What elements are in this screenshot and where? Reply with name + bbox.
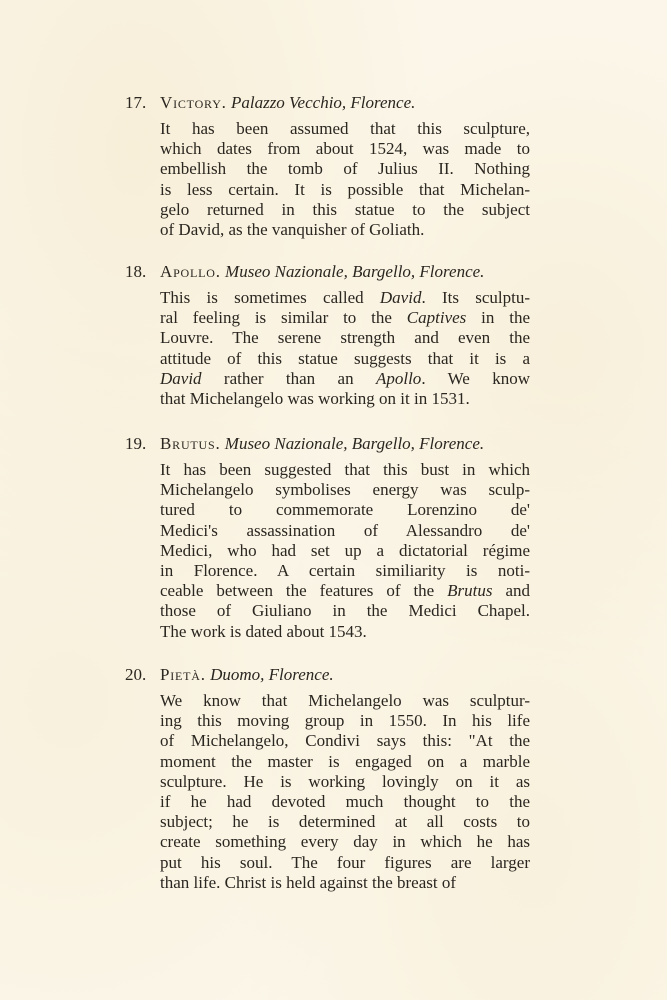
entry-title: Brutus. bbox=[160, 434, 221, 453]
text-line: moment the master is engaged on a marble bbox=[160, 751, 530, 771]
text-line: is less certain. It is possible that Michelan- bbox=[160, 179, 530, 199]
text-line: than life. Christ is held against the breast of bbox=[160, 872, 457, 892]
text-line: embellish the tomb of Julius II. Nothing bbox=[160, 159, 530, 179]
entry-location: Museo Nazionale, Bargello, Florence. bbox=[224, 434, 485, 453]
text-line: It has been assumed that this sculpture, bbox=[160, 119, 530, 138]
entry-number: 19. bbox=[125, 434, 147, 453]
entry-heading bbox=[125, 434, 530, 454]
text-line: attitude of this statue suggests that it is a bbox=[160, 348, 530, 368]
text-line: of David, as the vanquisher of Goliath. bbox=[160, 219, 425, 239]
entry-number: 20. bbox=[125, 665, 147, 684]
text-line: which dates from about 1524, was made to bbox=[160, 139, 530, 159]
text-line: ing this moving group in 1550. In his life bbox=[160, 711, 530, 731]
catalogue-entry-19 bbox=[125, 434, 530, 642]
text-line: The work is dated about 1543. bbox=[160, 621, 367, 641]
entry-title: Victory. bbox=[160, 93, 227, 112]
entry-heading bbox=[125, 262, 530, 282]
text-line: Medici's assassination of Alessandro de' bbox=[160, 520, 530, 540]
text-line: sculpture. He is working lovingly on it as bbox=[160, 771, 530, 791]
text-line: create something every day in which he has bbox=[160, 832, 530, 852]
text-line: ral feeling is similar to the Captives in the bbox=[160, 308, 530, 328]
entry-number: 18. bbox=[125, 262, 147, 281]
text-line: We know that Michelangelo was sculptur- bbox=[160, 691, 530, 710]
text-line: put his soul. The four figures are larger bbox=[160, 852, 530, 872]
text-line: tured to commemorate Lorenzino de' bbox=[160, 500, 530, 520]
text-line: ceable between the features of the Brutus and bbox=[160, 581, 530, 601]
entry-heading bbox=[125, 665, 530, 685]
entry-description bbox=[160, 460, 530, 642]
text-line: that Michelangelo was working on it in 1531. bbox=[160, 388, 470, 408]
catalogue-entry-18 bbox=[125, 262, 530, 409]
text-line: David rather than an Apollo. We know bbox=[160, 368, 530, 388]
text-line: in Florence. A certain similiarity is noti- bbox=[160, 560, 530, 580]
text-line: This is sometimes called David. Its sculptu- bbox=[160, 288, 530, 307]
text-line: Medici, who had set up a dictatorial régime bbox=[160, 540, 530, 560]
text-line: Louvre. The serene strength and even the bbox=[160, 328, 530, 348]
text-line: if he had devoted much thought to the bbox=[160, 791, 530, 811]
text-line: subject; he is determined at all costs to bbox=[160, 812, 530, 832]
entry-description bbox=[160, 119, 530, 240]
entry-title: Pietà. bbox=[160, 665, 206, 684]
text-line: It has been suggested that this bust in which bbox=[160, 460, 530, 479]
entry-location: Palazzo Vecchio, Florence. bbox=[230, 93, 416, 112]
entry-heading bbox=[125, 93, 530, 113]
text-line: gelo returned in this statue to the subject bbox=[160, 199, 530, 219]
entry-location: Duomo, Florence. bbox=[210, 665, 334, 684]
entry-description bbox=[160, 288, 530, 409]
catalogue-entry-17 bbox=[125, 93, 530, 240]
entry-number: 17. bbox=[125, 93, 147, 112]
catalogue-entry-20 bbox=[125, 665, 530, 893]
entry-title: Apollo. bbox=[160, 262, 221, 281]
text-line: Michelangelo symbolises energy was sculp- bbox=[160, 480, 530, 500]
text-line: those of Giuliano in the Medici Chapel. bbox=[160, 601, 530, 621]
text-line: of Michelangelo, Condivi says this: "At the bbox=[160, 731, 530, 751]
entry-location: Museo Nazionale, Bargello, Florence. bbox=[225, 262, 485, 281]
entry-description bbox=[160, 691, 530, 893]
